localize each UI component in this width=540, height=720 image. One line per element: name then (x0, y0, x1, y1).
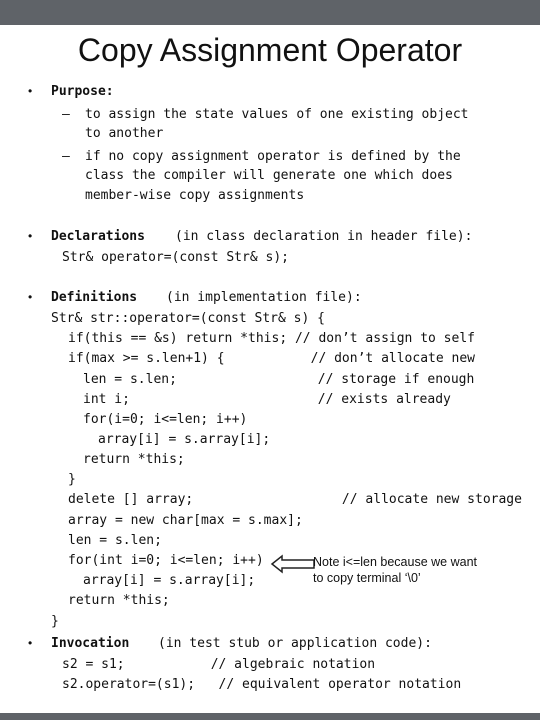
purpose-item-2-line-1: if no copy assignment operator is defined by the (85, 149, 461, 164)
bullet-purpose: • (28, 84, 33, 98)
code-line: for(int i=0; i<=len; i++) (68, 553, 264, 568)
invocation-context: (in test stub or application code): (158, 636, 432, 651)
purpose-item-1-line-2: to another (85, 126, 164, 141)
declaration-code: Str& operator=(const Str& s); (62, 250, 289, 265)
bullet-declarations: • (28, 229, 33, 243)
code-line: int i; // exists already (83, 392, 451, 407)
top-bar (0, 0, 540, 25)
purpose-heading: Purpose: (51, 84, 114, 99)
bullet-invocation: • (28, 636, 33, 650)
code-line: if(this == &s) return *this; // don’t assign to self (68, 331, 475, 346)
code-line: for(i=0; i<=len; i++) (83, 412, 248, 427)
code-line: len = s.len; (68, 533, 162, 548)
code-line: delete [] array; // allocate new storage (68, 492, 522, 507)
invocation-heading: Invocation (51, 636, 130, 651)
code-line: return *this; (68, 593, 170, 608)
annotation-line-1: Note i<=len because we want (313, 555, 477, 569)
declarations-context: (in class declaration in header file): (175, 229, 473, 244)
invocation-code-line: s2 = s1; // algebraic notation (62, 657, 376, 672)
bottom-bar (0, 713, 540, 720)
code-line: if(max >= s.len+1) { // don’t allocate new (68, 351, 475, 366)
annotation-note (313, 554, 518, 586)
code-line: Str& str::operator=(const Str& s) { (51, 311, 325, 326)
purpose-item-1-line-1: to assign the state values of one existing object (85, 107, 469, 122)
bullet-definitions: • (28, 290, 33, 304)
definitions-context: (in implementation file): (166, 290, 362, 305)
code-line: array = new char[max = s.max]; (68, 513, 303, 528)
code-line: array[i] = s.array[i]; (98, 432, 271, 447)
code-line: } (68, 472, 76, 487)
callout-arrow-icon (270, 553, 316, 575)
declarations-heading: Declarations (51, 229, 145, 244)
purpose-item-2-line-3: member-wise copy assignments (85, 188, 305, 203)
invocation-code-line: s2.operator=(s1); // equivalent operator notation (62, 677, 462, 692)
purpose-dash-2: – (62, 149, 70, 164)
code-line: return *this; (83, 452, 185, 467)
slide-title: Copy Assignment Operator (77, 32, 463, 68)
definitions-heading: Definitions (51, 290, 138, 305)
code-line: } (51, 614, 59, 629)
code-line: len = s.len; // storage if enough (83, 372, 475, 387)
code-line: array[i] = s.array[i]; (83, 573, 256, 588)
purpose-item-2-line-2: class the compiler will generate one which does (85, 168, 453, 183)
annotation-line-2: to copy terminal ‘\0’ (313, 571, 421, 585)
purpose-dash-1: – (62, 107, 70, 122)
